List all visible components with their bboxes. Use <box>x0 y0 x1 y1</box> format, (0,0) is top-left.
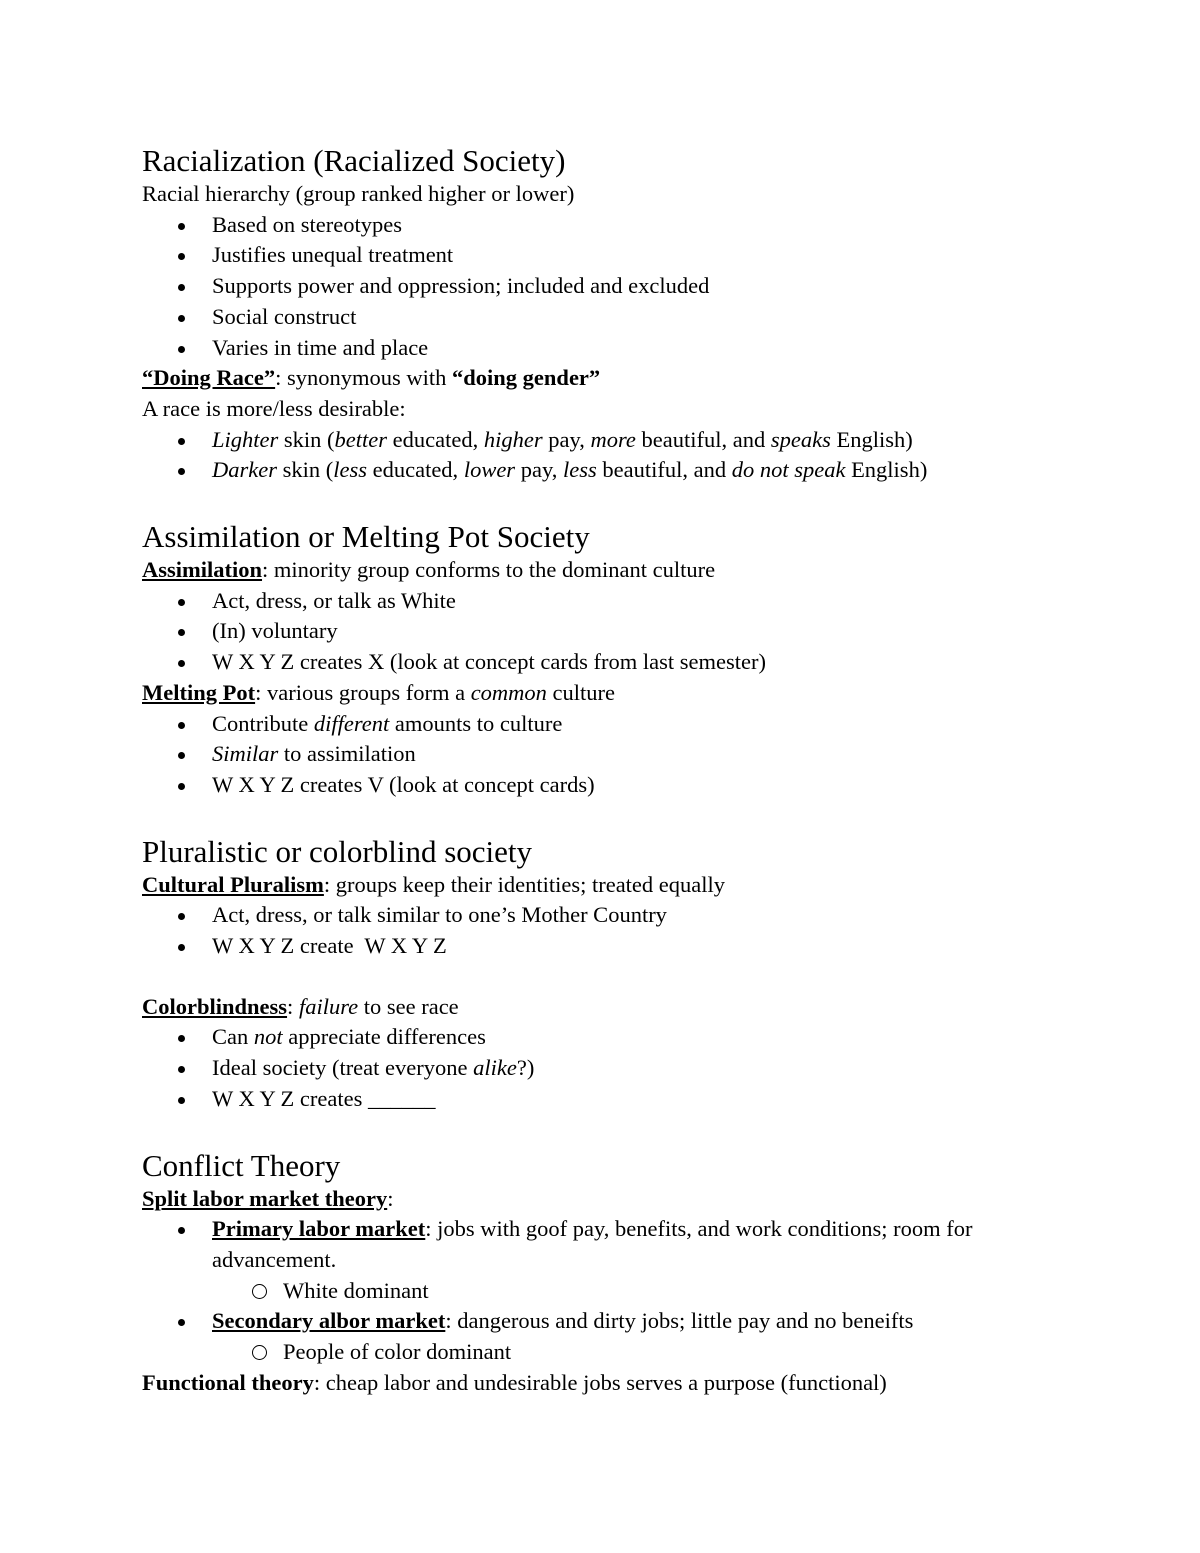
text: to assimilation <box>278 741 416 767</box>
heading-assimilation: Assimilation or Melting Pot Society <box>142 519 590 555</box>
racial-hierarchy-list <box>142 210 1102 364</box>
text: educated, <box>366 457 464 483</box>
colorblindness-term: Colorblindness <box>142 993 288 1019</box>
list-item <box>142 1022 1102 1053</box>
pluralism-def-line <box>142 870 1102 901</box>
secondary-labor-term: Secondary albor market <box>212 1308 446 1334</box>
darker-skin-item <box>142 455 1102 486</box>
text-italic: Lighter <box>212 426 279 452</box>
split-labor-term: Split labor market theory <box>142 1185 388 1211</box>
secondary-labor-item <box>142 1306 1102 1367</box>
list-item <box>142 1053 1102 1084</box>
colorblindness-def-line <box>142 992 1102 1023</box>
pluralism-def: : groups keep their identities; treated equally <box>323 871 726 897</box>
primary-labor-def: : jobs with goof pay, benefits, and work conditions; room for advancement. <box>212 1216 973 1272</box>
list-item: Based on stereotypes <box>142 210 1102 241</box>
text-italic: Darker <box>212 457 277 483</box>
split-labor-line <box>142 1184 1102 1215</box>
racial-hierarchy-line: Racial hierarchy (group ranked higher or lower) <box>142 181 575 206</box>
heading-racialization: Racialization (Racialized Society) <box>142 143 566 178</box>
text: beautiful, and <box>596 457 732 483</box>
text: Ideal society (treat everyone <box>212 1055 474 1081</box>
assimilation-def-line <box>142 555 1102 586</box>
melting-pot-term: Melting Pot <box>142 679 256 705</box>
text: skin ( <box>278 426 335 452</box>
lighter-skin-item <box>142 425 1102 456</box>
text-italic: not <box>253 1024 283 1050</box>
heading-pluralistic: Pluralistic or colorblind society <box>142 833 533 869</box>
assimilation-def: : minority group conforms to the dominant culture <box>262 557 716 583</box>
text-italic: less <box>562 457 597 483</box>
pluralism-list <box>142 900 1102 961</box>
spacer <box>142 1115 1102 1148</box>
functional-theory-term: Functional theory <box>142 1369 314 1395</box>
text-italic: do not speak <box>731 457 846 483</box>
text: to see race <box>358 993 459 1019</box>
text: : <box>387 1185 394 1211</box>
labor-market-list <box>142 1214 1102 1368</box>
functional-theory-line <box>142 1368 1102 1399</box>
pluralism-term: Cultural Pluralism <box>142 871 324 897</box>
list-item: W X Y Z create W X Y Z <box>142 931 1102 962</box>
list-item: Act, dress, or talk similar to one’s Mother Country <box>142 900 1102 931</box>
text: skin ( <box>276 457 334 483</box>
text: amounts to culture <box>389 710 563 736</box>
list-item: Supports power and oppression; included and excluded <box>142 271 1102 302</box>
spacer <box>142 962 1102 992</box>
list-item: Varies in time and place <box>142 333 1102 364</box>
functional-theory-def: : cheap labor and undesirable jobs serves a purpose (functional) <box>313 1369 887 1395</box>
text: educated, <box>387 426 484 452</box>
doing-race-line <box>142 363 1102 394</box>
sub-list-item: White dominant <box>212 1276 1002 1307</box>
text: English) <box>845 457 928 483</box>
text: appreciate differences <box>282 1024 486 1050</box>
doing-gender-term: “doing gender” <box>452 365 601 391</box>
text-italic: failure <box>298 993 359 1019</box>
text-italic: alike <box>473 1055 517 1081</box>
text-italic: common <box>470 679 547 705</box>
list-item: W X Y Z creates ______ <box>142 1084 1102 1115</box>
text: Can <box>212 1024 254 1050</box>
assimilation-term: Assimilation <box>142 557 263 583</box>
text: ?) <box>516 1055 535 1081</box>
text-italic: less <box>333 457 367 483</box>
list-item: W X Y Z creates X (look at concept cards from last semester) <box>142 647 1102 678</box>
text: Contribute <box>212 710 314 736</box>
text-italic: better <box>334 426 387 452</box>
text: : <box>287 993 299 1019</box>
text-italic: Similar <box>212 741 279 767</box>
list-item: Justifies unequal treatment <box>142 240 1102 271</box>
colorblindness-list <box>142 1022 1102 1114</box>
text: beautiful, and <box>635 426 771 452</box>
document-page <box>142 143 1102 1399</box>
spacer <box>142 486 1102 519</box>
list-item <box>142 709 1102 740</box>
sub-list-item: People of color dominant <box>212 1337 1102 1368</box>
list-item: (In) voluntary <box>142 616 1102 647</box>
text: pay, <box>515 457 563 483</box>
text: : various groups form a <box>255 679 471 705</box>
spacer <box>142 801 1102 834</box>
text-italic: different <box>313 710 390 736</box>
doing-race-text: : synonymous with <box>275 365 453 391</box>
list-item <box>142 739 1102 770</box>
secondary-labor-def: : dangerous and dirty jobs; little pay and no beneifts <box>445 1308 914 1334</box>
list-item: Act, dress, or talk as White <box>142 586 1102 617</box>
doing-race-term: “Doing Race” <box>142 365 276 391</box>
text: culture <box>546 679 616 705</box>
heading-conflict-theory: Conflict Theory <box>142 1147 341 1183</box>
melting-pot-def-line <box>142 678 1102 709</box>
melting-pot-list <box>142 709 1102 801</box>
text-italic: more <box>590 426 636 452</box>
text-italic: higher <box>483 426 543 452</box>
text: English) <box>830 426 913 452</box>
primary-labor-item <box>142 1214 1002 1306</box>
text-italic: speaks <box>770 426 831 452</box>
list-item: W X Y Z creates V (look at concept cards) <box>142 770 1102 801</box>
assimilation-list <box>142 586 1102 678</box>
primary-labor-term: Primary labor market <box>212 1216 426 1242</box>
secondary-sublist <box>212 1337 1102 1368</box>
text: pay, <box>542 426 591 452</box>
desirability-list <box>142 425 1102 486</box>
text-italic: lower <box>463 457 516 483</box>
list-item: Social construct <box>142 302 1102 333</box>
primary-sublist <box>212 1276 1002 1307</box>
desirable-line: A race is more/less desirable: <box>142 395 406 421</box>
